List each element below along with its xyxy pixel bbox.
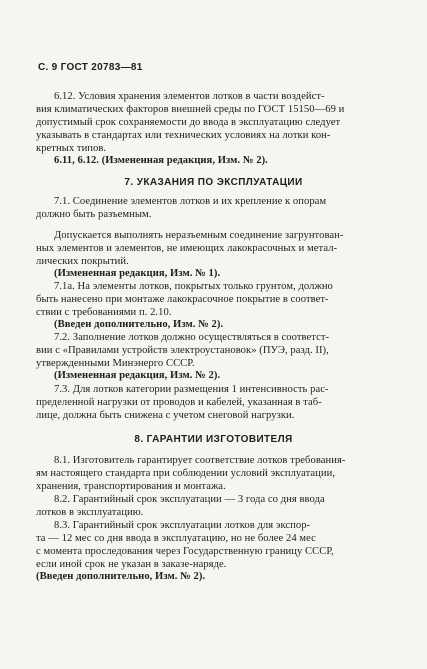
text-line: лице, должна быть снижена с учетом снеговой нагрузки. [36, 410, 295, 421]
section-heading: 7. УКАЗАНИЯ ПО ЭКСПЛУАТАЦИИ [124, 177, 303, 188]
text-line: допустимый срок сохраняемости до ввода в эксплуатацию следует [36, 117, 341, 128]
text-line: 6.12. Условия хранения элементов лотков в части воздейст- [54, 91, 325, 102]
text-line: та — 12 мес со дня ввода в эксплуатацию, но не более 24 мес [36, 533, 316, 544]
text-line: 7.3. Для лотков категории размещения 1 интенсивность рас- [54, 384, 329, 395]
text-line: должно быть разъемным. [36, 209, 152, 220]
text-line: лических покрытий. [36, 256, 129, 267]
text-line: кретных типов. [36, 143, 107, 154]
text-line: 7.1а. На элементы лотков, покрытых только грунтом, должно [54, 281, 333, 292]
text-line: 7.1. Соединение элементов лотков и их крепление к опорам [54, 196, 327, 207]
text-line: Допускается выполнять неразъемным соединение загрунтован- [54, 230, 344, 241]
text-line: вия климатических факторов внешней среды по ГОСТ 15150—69 и [36, 104, 345, 115]
text-line: утвержденными Минэнерго СССР. [36, 358, 195, 369]
section-heading: 8. ГАРАНТИИ ИЗГОТОВИТЕЛЯ [134, 434, 293, 445]
text-line: ям настоящего стандарта при соблюдении условий эксплуатации, [36, 468, 336, 479]
amendment-note: 6.11, 6.12. (Измененная редакция, Изм. № 2). [54, 155, 268, 166]
text-line: 7.2. Заполнение лотков должно осуществляться в соответст- [54, 332, 330, 343]
amendment-note: (Введен дополнительно, Изм. № 2). [54, 319, 224, 330]
text-line: 8.3. Гарантийный срок эксплуатации лотков для экспор- [54, 520, 311, 531]
text-line: 8.1. Изготовитель гарантирует соответствие лотков требования- [54, 455, 346, 466]
text-line: ных элементов и элементов, не имеющих лакокрасочных и метал- [36, 243, 338, 254]
amendment-note: (Измененная редакция, Изм. № 1). [54, 268, 221, 279]
text-line: если иной срок не указан в заказе-наряде. [36, 559, 227, 570]
text-line: быть нанесено при монтаже лакокрасочное покрытие в соответ- [36, 294, 329, 305]
text-line: пределенной нагрузки от проводов и кабелей, указанная в таб- [36, 397, 322, 408]
text-line: хранения, транспортирования и монтажа. [36, 481, 226, 492]
text-line: ствии с требованиями п. 2.10. [36, 307, 172, 318]
text-line: лотков в эксплуатацию. [36, 507, 144, 518]
text-line: с момента проследования через Государственную границу СССР, [36, 546, 334, 557]
amendment-note: (Введен дополнительно, Изм. № 2). [36, 571, 206, 582]
text-line: вии с «Правилами устройств электроустановок» (ПУЭ, разд. II), [36, 345, 329, 356]
text-line: 8.2. Гарантийный срок эксплуатации — 3 года со дня ввода [54, 494, 325, 505]
page-header: С. 9 ГОСТ 20783—81 [38, 62, 143, 73]
amendment-note: (Измененная редакция, Изм. № 2). [54, 370, 221, 381]
text-line: указывать в стандартах или технических условиях на лотки кон- [36, 130, 331, 141]
